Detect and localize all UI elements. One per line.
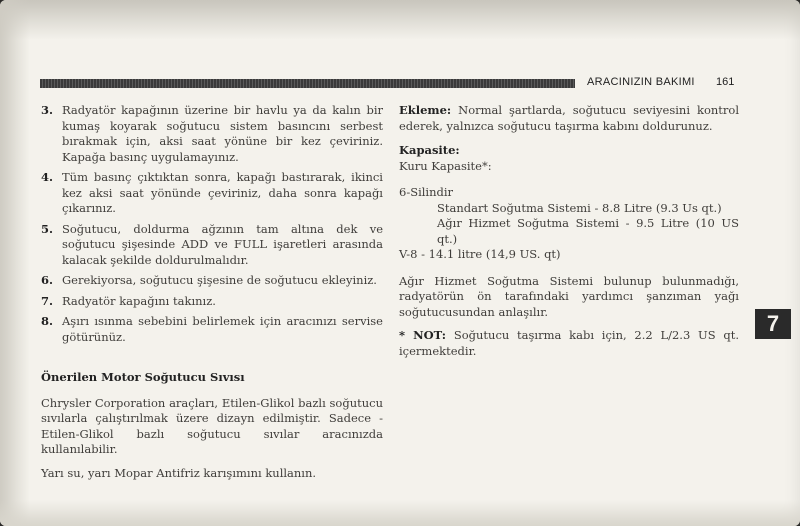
step-item xyxy=(41,170,383,217)
step-number: 4. xyxy=(41,170,54,184)
ekleme-paragraph xyxy=(399,103,739,134)
step-number: 5. xyxy=(41,221,54,236)
chapter-tab: 7 xyxy=(755,309,791,339)
v8-capacity: V-8 - 14.1 litre (14,9 US. qt) xyxy=(399,247,561,261)
ekleme-text: Normal şartlarda, soğutucu seviyesini kontrol ederek, yalnızca soğutucu taşırma kabını doldurunuz. xyxy=(399,103,739,133)
left-column xyxy=(41,103,383,481)
step-item xyxy=(41,314,383,345)
step-number: 3. xyxy=(41,103,54,117)
step-item xyxy=(41,273,383,289)
section-paragraph: Chrysler Corporation araçları, Etilen-Glikol bazlı soğutucu sıvılarla çalıştırılmak üzere dizayn edilmiştir. Sadece - Etilen-Glikol bazlı soğutucu sıvılar aracınızda kullanılabilir. xyxy=(41,395,383,456)
note-label: * NOT: xyxy=(399,328,447,342)
heavy-duty-capacity: Ağır Hizmet Soğutma Sistemi - 9.5 Litre (10 US qt.) xyxy=(437,216,739,246)
kuru-kapasite: Kuru Kapasite*: xyxy=(399,158,492,173)
note-text: Soğutucu taşırma kabı için, 2.2 L/2.3 US qt. içermektedir. xyxy=(399,328,740,358)
step-text: Tüm basınç çıktıktan sonra, kapağı bastırarak, ikinci kez aksi saat yönünde çeviriniz, daha sonra kapağı çıkarınız. xyxy=(62,170,383,215)
standard-capacity: Standart Soğutma Sistemi - 8.8 Litre (9.3 Us qt.) xyxy=(437,200,722,215)
step-item xyxy=(41,294,383,310)
overflow-note xyxy=(399,328,739,359)
step-text: Aşırı ısınma sebebini belirlemek için aracınızı servise götürünüz. xyxy=(62,314,383,344)
spine-shadow xyxy=(0,0,30,526)
bottom-shadow xyxy=(0,500,800,526)
ekleme-label: Ekleme: xyxy=(399,103,452,117)
step-text: Radyatör kapağını takınız. xyxy=(62,293,216,308)
six-cylinder: 6-Silindir xyxy=(399,185,454,199)
heavy-duty-note: Ağır Hizmet Soğutma Sistemi bulunup bulunmadığı, radyatörün ön tarafındaki yardımcı şanzıman yağı soğutucusundan anlaşılır. xyxy=(399,273,739,319)
step-text: Gerekiyorsa, soğutucu şişesine de soğutucu ekleyiniz. xyxy=(62,273,377,287)
section-title: Önerilen Motor Soğutucu Sıvısı xyxy=(41,370,245,384)
step-text: Radyatör kapağının üzerine bir havlu ya da kalın bir kumaş koyarak soğutucu sistem basıncını serbest bırakmak için, aksi saat yönüne bir kez çeviriniz. Kapağa basınç uygulamayınız. xyxy=(62,103,383,164)
step-number: 7. xyxy=(41,293,54,308)
page-number: 161 xyxy=(716,76,735,88)
step-number: 8. xyxy=(41,314,54,328)
step-item xyxy=(41,222,383,269)
kapasite-title: Kapasite: xyxy=(399,143,460,157)
right-column xyxy=(399,103,739,359)
chapter-title: ARACINIZIN BAKIMI xyxy=(587,76,695,88)
header-rule xyxy=(40,79,575,88)
step-number: 6. xyxy=(41,273,54,287)
binding-shadow xyxy=(0,0,800,40)
step-item xyxy=(41,103,383,165)
section-paragraph-2: Yarı su, yarı Mopar Antifriz karışımını kullanın. xyxy=(41,465,317,480)
step-list xyxy=(41,103,383,345)
step-text: Soğutucu, doldurma ağzının tam altına dek ve soğutucu şişesinde ADD ve FULL işaretleri arasında kalacak şekilde doldurulmalıdır. xyxy=(62,221,383,267)
